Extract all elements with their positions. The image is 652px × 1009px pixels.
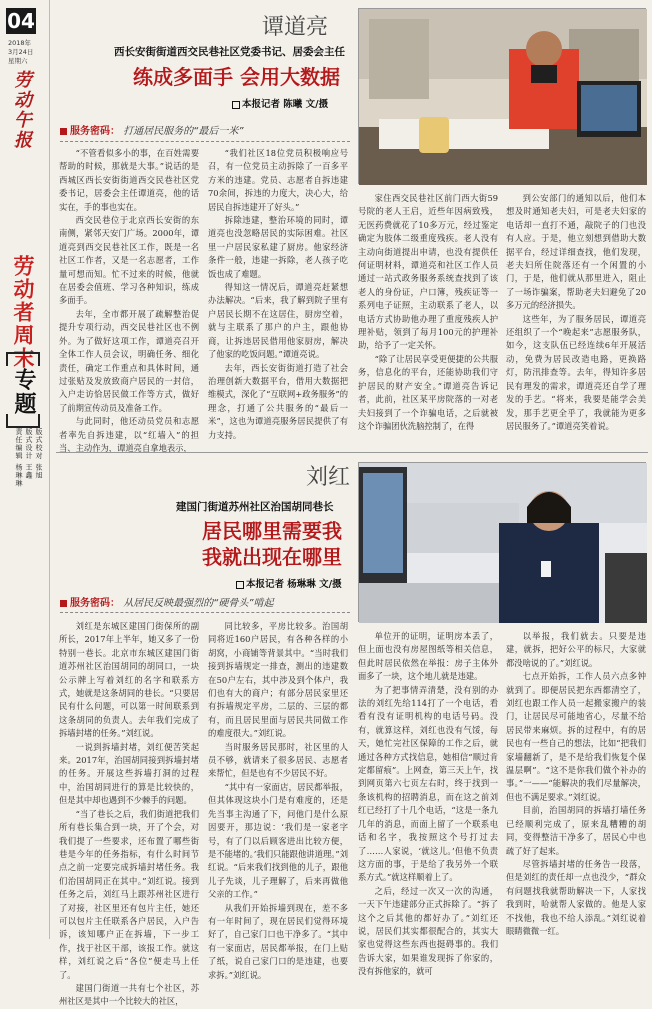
article2-name: 刘红 (306, 465, 351, 490)
article-divider (56, 452, 648, 453)
credit-proof: 版式校对 张旭 (35, 428, 43, 480)
bracket-bottom (6, 414, 40, 428)
article1-subhead: 西长安街街道西交民巷社区党委书记、居委会主任 (114, 46, 345, 58)
article2-byline: 本报记者 杨琳琳 文/摄 (236, 576, 342, 590)
article1-name: 谭道亮 (262, 15, 329, 40)
article1-col2: “我们社区18位党员积极响应号召，有一位党员主动拆除了一百多平方米的违建。党员、志愿者自拆违建70余间，拆违的力度大，决心大，给居民自拆违建开了好头。” 拆除违建，整治环境的同时，谭道亮也没忽略居民的实际困难。社区里一户居民家私建了厨房。他家经济条件一般，违建一拆除，老人孩子吃饭也成了难题。 得知这一情况后，谭道亮赶紧想办法解决。“后来，我了解到院子里有户居民长期不在这居住，厨房空着，就与主联系了那户的户主，跟他协商，让拆违居民借用他家厨房，解决了他家的吃饭问题。”谭道亮说。 去年，西长安街街道打造了社会治理创新大数据平台，借用大数据把维模式，深化了“互联网+政务服务”的理念，打通了公共服务的“最后一米”，这也为谭道亮服务居民提供了有力支持。 (208, 148, 348, 440)
page-number: 04 (7, 9, 35, 33)
article1-headline: 练成多面手 会用大数据 (133, 65, 340, 89)
article1-col1: “不管看似多小的事，在百姓需要帮助的时候，那就是大事。”说话的是西城区西长安街街道西交民巷社区党委书记，居委会主任谭道亮，他的话实在，手的事也实在。 西交民巷位于北京西长安街的东南侧，紧邻天安门广场。2000年，谭道亮到西交民巷社区工作，既是一名社区工作者，又是一名志愿者，工作量可想而知。忙不过来的时候，他就在居委会值班、学习各种知识，练成多面手。 去年，全市都开展了疏解整治促提升专项行动，西交民巷社区也不例外。为了做好这项工作，谭道亮召开全体工作人员会议，明确任务、细化责任，确定工作重点和具体时间，通过张贴及发放致商户居民的一封信，入户走访恰居民做工作等方式，做好了前期宣传动员及准备工作。 与此同时，他还动员党员和志愿者率先自拆违建，以“红墙入”的担当、主动作为，谭道亮自拿地表示， (59, 148, 199, 453)
credit-design: 版式设计 王鑫 (25, 428, 33, 480)
article2-subhead: 建国门街道苏州社区治国胡同巷长 (176, 501, 334, 513)
article1-col4: 到公安部门的通知以后，他们本想及时通知老夫妇，可是老夫妇家的电话却一直打不通，敲院子的门也没有人应。于是，他立刻想到借助大数据平台，经过详细查找，他们发现，老夫妇所住院落还有一个闲置的小门，于是，他们就从那里进入，阻止了一场诈骗案，帮助老夫妇避免了20多万元的经济损失。 这些年，为了服务居民，谭道亮还组织了一个“晚起来”志愿服务队，如今，这支队伍已经连续6年开展活动，免费为居民改造电路，更换路灯，防汛排查等。去年，得知许多居民有理发的需求，谭道亮还自学了理发的手艺。“将来，我要是能学会美发，那手艺更全乎了，我就能为更多居民服务了。”谭道亮笑着说。 (506, 193, 646, 431)
article2-col2: 同比较多，平房比较多。治国胡同将近160户居民，有各种各样的小胡窝，小商铺等背景其中。“当时我们接到拆墙规定一排查，测出的违建数在50户左右，其中涉及到个体户，我们也有大的商户；有部分居民家里还有拆墙规定平房，二层的、三层的都有，而且居民里面与居民共同做工作的难度很大。”刘红说。 当时服务居民那时，社区里的人员不够，就请来了很多居民、志愿者来帮忙，但是也有不少居民不好。 “其中有一家面店，居民都举报，但其体现这块小门是有难度的，还是先当事主沟通了下，问他门是什么原因要开，那边说：‘我们是一家老字号，有了门以后顾客进出比较方便，是不能堵的。’我们只能跟他讲道理。”刘红说。“后来我们找到他的儿子，跟他儿子先谈，儿子理解了，后来再做他父亲的工作。” 从我们开始拆墙到现在，差不多有一年时间了，现在居民们觉得环境好了，自己家门口也干净多了。“其中有一家面店，居民都举报，在门上贴了纸，说自己家门口的是违建，也要求拆。”刘红说。 (208, 621, 348, 980)
article2-service-code: 服务密码： 从居民反映最强烈的“硬骨头”啃起 (60, 594, 274, 609)
article1-byline: 本报记者 陈曦 文/摄 (232, 96, 328, 110)
weekday: 星期六 (8, 57, 28, 65)
bracket-top (6, 352, 40, 366)
article2-col4: 以举报，我们就去。只要是违建，就拆，把好公平的标尺，大家就都没啥说的了。”刘红说。 七点开始拆，工作人员六点多钟就到了。即便居民把东西都清空了，刘红也跟工作人员一起搬家搬户的装门，让居民尽可能地省心，尽量不给居民带来麻烦。拆的过程中，有的居民也有一些自己的想法，比如“把我们家墙翻新了，是不是给我们恢复个保温层啊”。“这不是你我们做个补办的事。”一——“能解决的我们尽量解决，但也不满足要求。”刘红说。 目前，治国胡同的拆墙打墙任务已经顺利完成了，原来乱糟糟的胡同，变得整洁干净多了，居民心中也疏了好了起来。 尽管拆墙封堵的任务告一段落，但是刘红的责任却一点也没少，“群众有问题找我就帮助解决一下，人家找我到时，哈就帮人家做的。他是人家不找他，我也不给人添乱。”刘红说着眼睛微微一红。 (506, 631, 646, 936)
article1-service-code: 服务密码： 打通居民服务的“最后一米” (60, 122, 244, 137)
year: 2018年 (8, 39, 32, 47)
section-title-red: 劳动者周末 (11, 255, 35, 370)
article1-dashed-rule (60, 141, 350, 142)
credit-editor: 责任编辑 杨琳琳 (15, 428, 23, 488)
paper-logo: 劳动午报 (11, 70, 32, 150)
article2-col1: 刘红是东城区建国门街保所的副所长，2017年上半年，她又多了一份特别一巷长。北京市东城区建国门街道苏州社区治国胡同的胡同口，一块公示牌上写着刘红的名字和联系方式，她就是这条胡同的巷长。“只要居民有什么问题，可以第一时间联系到这条胡同的负责人。去年我们完成了拆墙封堵的任务。”刘红说。 一说到拆墙封堵，刘红便苦笑起来。2017年，治国胡同接到拆墙封堵的任务。开展这些拆墙打洞的过程中，治国胡同进行的算是比较快的，但是其中却也遇到不少棘手的问题。 “当了巷长之后，我们街道把我们所有巷长集合到一块，开了个会，对我们提了一些要求，还布置了哪些街巷是今年的任务指标，有什么时间节点之前一定要完成拆墙封堵任务。我们治国胡同正在其中。”刘红说。接到任务之后，刘红马上跟苏州社区进行了对接，社区里还有包片主任，她还可以包片主任联系各户居民，入户告诉，该知哪户正在拆墙，下一步工作，找于社区干部，该报工作。就这样，刘红说之后“各位”便走马上任了。 建国门街道一共有七个社区，苏州社区是其中一个比较大的社区， (59, 621, 199, 1007)
article2-headline: 居民哪里需要我 我就出现在哪里 (202, 519, 342, 569)
article2-photo (358, 462, 646, 622)
section-title-black: 专题 (11, 368, 36, 416)
date: 3月24日 (8, 48, 34, 56)
article2-dashed-rule (60, 612, 350, 613)
article2-col3: 单位开的证明，证明房本丢了，但上面也没有房屋图纸等相关信息，但此时居民依然在举报：房子主体外面多了一块，这个地儿就是违建。 为了把事情弄清楚，没有别的办法的刘红先给114打了一个电话，看看有没有证明机构的电话号码。没有，就算这样，刘红也没有气馁，每天，她忙完社区保障的工作之后，就通过各种方式找信息，她相信“顺过肯定都留痕”。上网查，第三天上午，找到网页第六七页左右时，终于找到一条该机构的招聘消息，而在这之前刘红已经打了十几个电话，“这是一条九几年的消息，而面上留了一个联系电话和名字，我按照这个号打过去了……人家说，‘就这儿。’但他不负责这方面的事，于是给了我另外一个联系方式。”就这样顺着上了。 之后，经过一次又一次的沟通，一天下午违建部分正式拆除了。“拆了这个之后其他的都好办了。”刘红还说，居民们其实都很配合的，其实大家也觉得这些东西也挺碍事的。我们告诉大家，如果谁发现拆了你家的，没有拆他家的，就可 (358, 631, 498, 977)
article1-col3: 家住西交民巷社区前门西大街59号院的老人王启，近些年因病致残，无医药费就花了10多万元，经过鉴定确定为肢体二级重度残疾。老人没有主动向街道提出申请，也没有提供任何证明材料，谭道亮和社区工作人员通过一站式政务服务系统查找到了该老人的身份证，户口簿，残疾证等一系列电子证照，主动联系了老人，以电话方式协助他办理了重度残疾人护理补贴，领到了每月100元的护理补助，给予了一定关怀。 “除了让居民享受更便捷的公共服务，信息化的平台，还能协助我们守护居民的财产安全。”谭道亮告诉记者，此前，社区某平房院落的一对老夫妇接到了一个诈骗电话，之后就被这个诈骗团伙洗脑控制了，在得 (358, 193, 498, 431)
article1-photo (358, 8, 646, 184)
left-rail (0, 0, 50, 939)
